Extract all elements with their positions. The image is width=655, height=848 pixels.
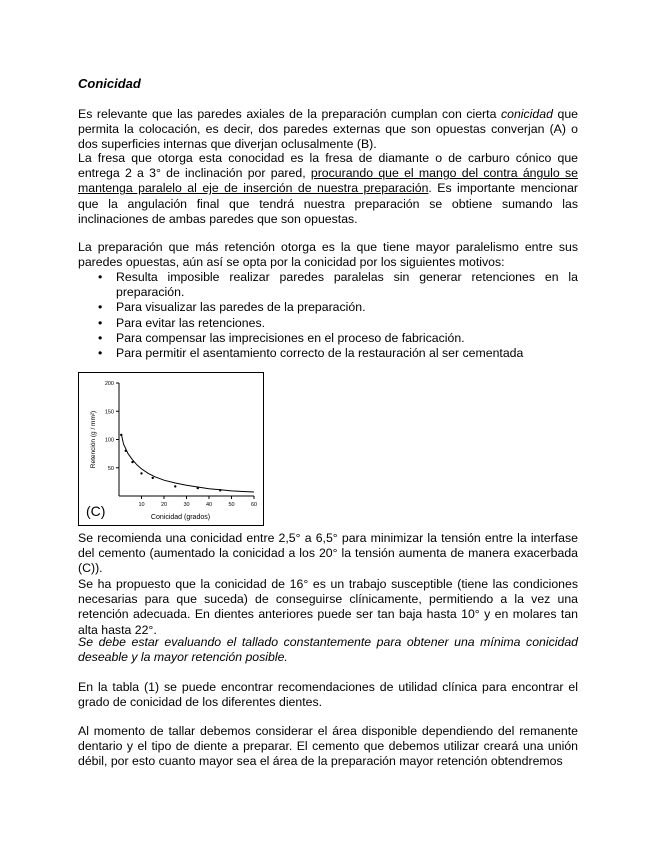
recomendacion-paragraph: Se recomienda una conicidad entre 2,5° a 6,5° para minimizar la tensión entre la interfase del cemento (aumentado la conicidad a los 20° la tensión aumenta de manera exacerbada (C)). <box>78 531 578 576</box>
y-tick-label: 50 <box>107 465 114 472</box>
data-point <box>125 450 127 452</box>
list-item: • Para compensar las imprecisiones en el proceso de fabricación. <box>78 331 578 346</box>
panel-label: (C) <box>86 503 106 519</box>
list-item: • Para permitir el asentamiento correcto de la restauración al ser cementada <box>78 346 578 361</box>
propuesto-paragraph: Se ha propuesto que la conicidad de 16° es un trabajo susceptible (tiene las condiciones necesarias para que suceda) de conseguirse clínicamente, permitiendo a la vez una retención adecuada. En dientes anteriores puede ser tan baja hasta 10° y en molares tan alta hasta 22°. <box>78 577 578 637</box>
data-point <box>197 487 199 489</box>
fresa-underlined: procurando que el mango del contra ángulo se mantenga paralelo al eje de inserción de nuestra preparación <box>78 166 578 196</box>
list-item: • Resulta imposible realizar paredes paralelas sin generar retenciones en la preparación. <box>78 270 578 300</box>
evaluando-paragraph: Se debe estar evaluando el tallado constantemente para obtener una mínima conicidad deseable y la mayor retención posible. <box>78 635 578 665</box>
intro-text-a: Es relevante que las paredes axiales de la preparación cumplan con cierta <box>78 107 501 121</box>
data-point <box>219 489 221 491</box>
x-tick-label: 60 <box>250 502 258 508</box>
data-point <box>131 461 133 463</box>
fresa-paragraph <box>78 151 578 227</box>
intro-paragraph <box>78 107 578 153</box>
retention-chart <box>79 373 265 527</box>
retention-chart-figure <box>78 372 264 526</box>
x-axis-label: Conicidad (grados) <box>150 514 211 521</box>
data-point <box>120 434 122 436</box>
fit-curve <box>121 434 254 492</box>
fresa-text-b: . Es importante mencionar que la angulación final que tendrá nuestra preparación se obtiene sumando las inclinaciones de ambas paredes que son opuestas. <box>78 181 578 226</box>
data-point <box>174 485 176 487</box>
list-item: • Para visualizar las paredes de la preparación. <box>78 300 578 315</box>
motivos-list <box>78 270 578 361</box>
x-tick-label: 20 <box>160 502 168 508</box>
data-point <box>140 472 142 474</box>
tabla-paragraph: En la tabla (1) se puede encontrar recomendaciones de utilidad clínica para encontrar el grado de conicidad de los diferentes dientes. <box>78 680 578 710</box>
y-axis-label: Retención (g / mm²) <box>90 410 97 469</box>
x-tick-label: 30 <box>183 502 190 508</box>
tallar-paragraph: Al momento de tallar debemos considerar el área disponible dependiendo del remanente dentario y el tipo de diente a preparar. El cemento que debemos utilizar creará una unión débil, por esto cuanto mayor sea el área de la preparación mayor retención obtendremos <box>78 724 578 769</box>
data-point <box>152 477 154 479</box>
y-tick-label: 100 <box>104 437 114 444</box>
y-tick-label: 150 <box>104 409 114 416</box>
x-tick-label: 10 <box>138 502 145 508</box>
section-heading: Conicidad <box>78 76 141 91</box>
intro-text-b: que permita la colocación, es decir, dos paredes externas que son opuestas converjan (A) o dos superficies internas que diverjan oclusalmente (B). <box>78 107 578 152</box>
retencion-intro-paragraph: La preparación que más retención otorga es la que tiene mayor paralelismo entre sus paredes opuestas, aún así se opta por la conicidad por los siguientes motivos: <box>78 240 578 270</box>
x-tick-label: 50 <box>228 502 235 508</box>
x-tick-label: 40 <box>205 502 213 508</box>
intro-emphasis: conicidad <box>500 107 553 121</box>
y-tick-label: 200 <box>104 381 114 387</box>
fresa-text-a: La fresa que otorga esta conocidad es la fresa de diamante o de carburo cónico que entrega 2 a 3° de inclinación por pared, <box>78 151 578 181</box>
list-item: • Para evitar las retenciones. <box>78 316 578 331</box>
